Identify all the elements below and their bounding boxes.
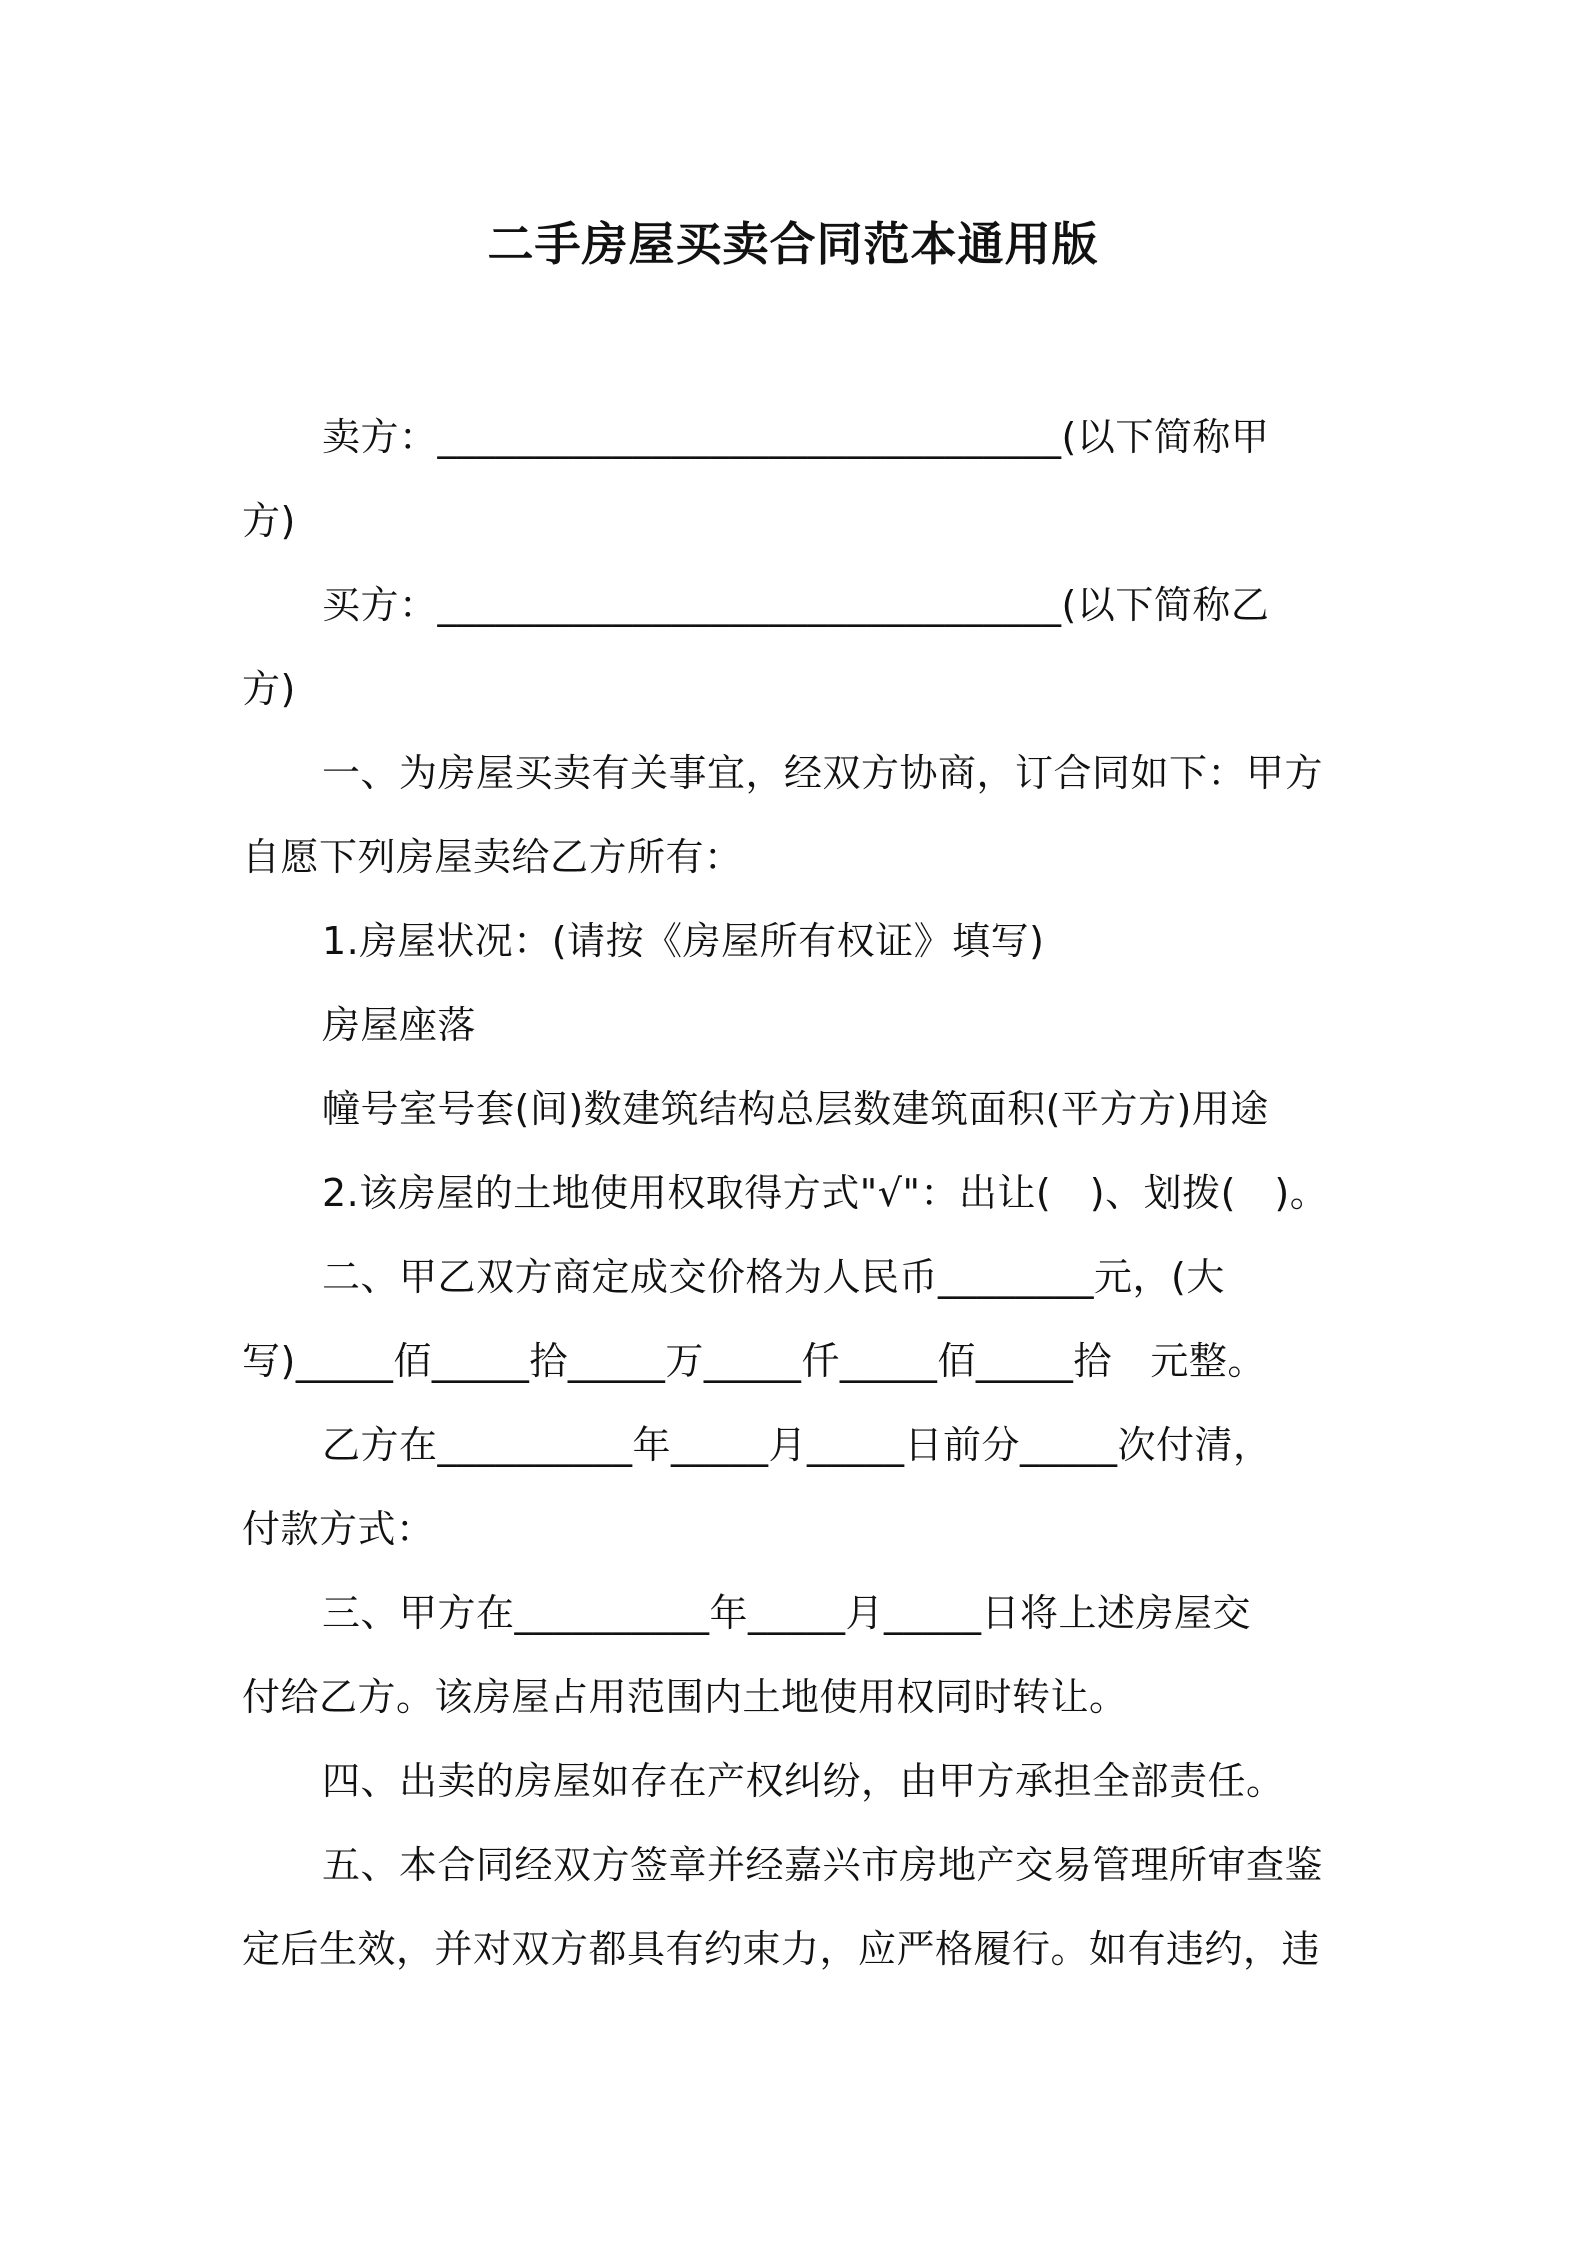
text-line: 付给乙方。该房屋占用范围内土地使用权同时转让。: [242, 1675, 1128, 1719]
document-title: 二手房屋买卖合同范本通用版: [487, 217, 1099, 271]
text-line: 买方：________________________________(以下简称乙: [322, 583, 1270, 627]
text-line: 三、甲方在__________年_____月_____日将上述房屋交: [322, 1591, 1252, 1635]
text-line: 自愿下列房屋卖给乙方所有：: [242, 835, 743, 879]
text-line: 方): [242, 499, 296, 543]
text-line: 定后生效，并对双方都具有约束力，应严格履行。如有违约，违: [242, 1927, 1321, 1971]
text-line: 乙方在__________年_____月_____日前分_____次付清，: [322, 1423, 1272, 1467]
text-line: 幢号室号套(间)数建筑结构总层数建筑面积(平方方)用途: [322, 1087, 1269, 1131]
text-line: 卖方：________________________________(以下简称甲: [322, 415, 1270, 459]
text-line: 一、为房屋买卖有关事宜，经双方协商，订合同如下：甲方: [322, 751, 1324, 795]
text-line: 房屋座落: [322, 1003, 477, 1047]
text-line: 五、本合同经双方签章并经嘉兴市房地产交易管理所审查鉴: [322, 1843, 1324, 1887]
text-line: 2.该房屋的土地使用权取得方式"√"：出让( )、划拨( )。: [322, 1171, 1329, 1215]
text-line: 方): [242, 667, 296, 711]
text-line: 四、出卖的房屋如存在产权纠纷，由甲方承担全部责任。: [322, 1759, 1285, 1803]
text-line: 写)_____佰_____拾_____万_____仟_____佰_____拾 元整。: [242, 1339, 1266, 1383]
text-line: 1.房屋状况：(请按《房屋所有权证》填写): [322, 919, 1045, 963]
text-line: 二、甲乙双方商定成交价格为人民币________元，(大: [322, 1255, 1225, 1299]
text-line: 付款方式：: [242, 1507, 435, 1551]
